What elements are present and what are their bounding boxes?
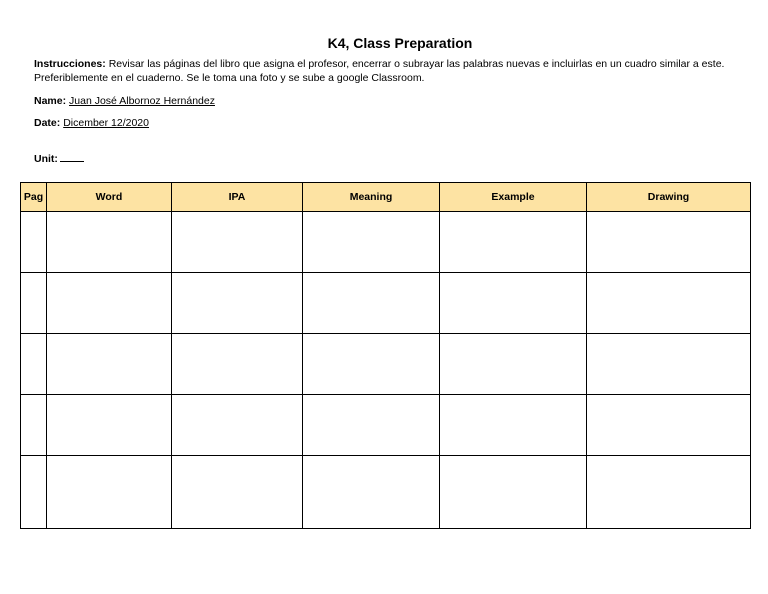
table-cell[interactable] — [172, 456, 303, 529]
table-cell[interactable] — [47, 334, 172, 395]
table-cell[interactable] — [440, 273, 587, 334]
vocabulary-table — [20, 182, 751, 529]
table-cell[interactable] — [21, 334, 47, 395]
header-pag: Pag — [21, 183, 47, 212]
table-cell[interactable] — [47, 395, 172, 456]
table-cell[interactable] — [172, 395, 303, 456]
table-cell[interactable] — [440, 212, 587, 273]
date-value: Dicember 12/2020 — [63, 117, 149, 129]
table-cell[interactable] — [303, 334, 440, 395]
instructions — [34, 57, 744, 85]
table-row — [21, 395, 751, 456]
table-cell[interactable] — [172, 212, 303, 273]
header-meaning: Meaning — [303, 183, 440, 212]
table-cell[interactable] — [440, 395, 587, 456]
table-row — [21, 456, 751, 529]
table-cell[interactable] — [21, 395, 47, 456]
date-label: Date: — [34, 117, 61, 129]
header-example: Example — [440, 183, 587, 212]
table-cell[interactable] — [172, 334, 303, 395]
table-cell[interactable] — [587, 212, 751, 273]
table-row — [21, 273, 751, 334]
table-row — [21, 334, 751, 395]
header-drawing: Drawing — [587, 183, 751, 212]
table-cell[interactable] — [172, 273, 303, 334]
table-row — [21, 212, 751, 273]
unit-blank — [60, 151, 84, 162]
unit-label: Unit: — [34, 153, 58, 165]
table-cell[interactable] — [587, 456, 751, 529]
name-value: Juan José Albornoz Hernández — [69, 95, 215, 107]
table-cell[interactable] — [303, 212, 440, 273]
table-cell[interactable] — [303, 273, 440, 334]
table-cell[interactable] — [47, 212, 172, 273]
unit-field — [34, 151, 84, 165]
header-ipa: IPA — [172, 183, 303, 212]
table-cell[interactable] — [587, 334, 751, 395]
date-field — [34, 117, 149, 129]
name-label: Name: — [34, 95, 67, 107]
table-cell[interactable] — [303, 395, 440, 456]
instructions-text: Revisar las páginas del libro que asigna el profesor, encerrar o subrayar las palabras nuevas e incluirlas en un cuadro similar a este. Preferiblemente en el cuaderno. Se le toma una foto y se sube a google Classroom. — [34, 58, 725, 84]
page-title: K4, Class Preparation — [327, 35, 473, 51]
name-field — [34, 95, 215, 107]
header-word: Word — [47, 183, 172, 212]
table-cell[interactable] — [47, 273, 172, 334]
table-cell[interactable] — [440, 456, 587, 529]
table-cell[interactable] — [440, 334, 587, 395]
table-header-row — [21, 183, 751, 212]
table-cell[interactable] — [47, 456, 172, 529]
table-cell[interactable] — [587, 273, 751, 334]
instructions-label: Instrucciones: — [34, 58, 106, 70]
table-cell[interactable] — [303, 456, 440, 529]
table-cell[interactable] — [587, 395, 751, 456]
table-cell[interactable] — [21, 456, 47, 529]
table-cell[interactable] — [21, 212, 47, 273]
table-cell[interactable] — [21, 273, 47, 334]
